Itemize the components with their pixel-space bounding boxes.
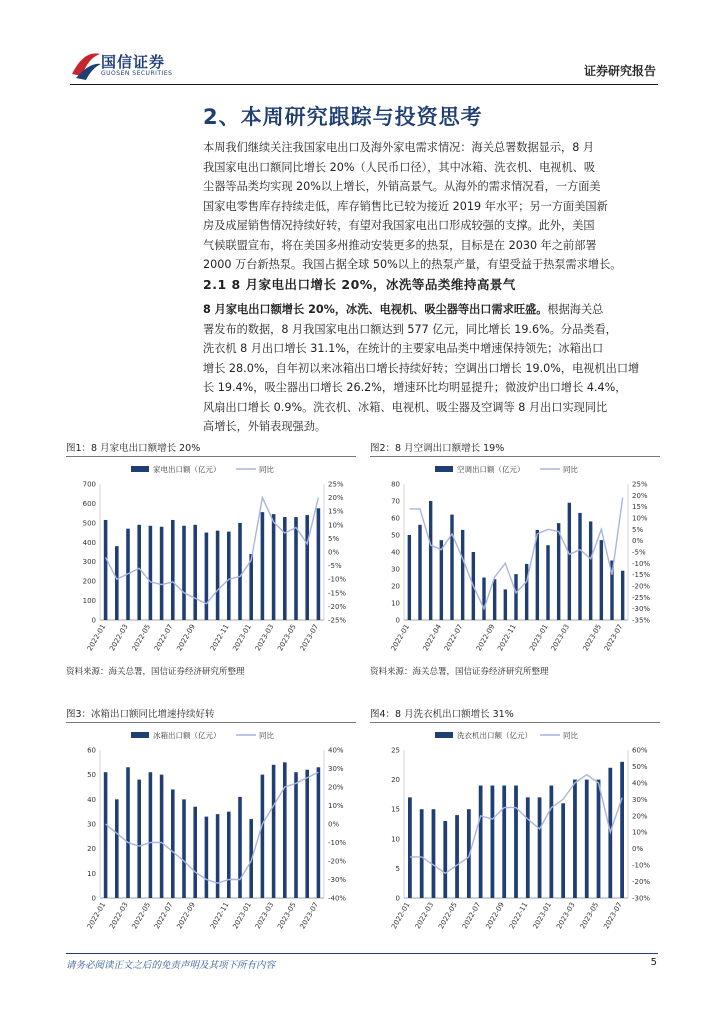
bar: [514, 574, 517, 620]
y-right-tick-label: -35%: [632, 616, 651, 625]
y-left-tick-label: 10: [87, 869, 96, 878]
bar: [502, 786, 506, 898]
figure-1-title: 图1：8 月家电出口额增长 20%: [66, 443, 201, 454]
bar: [115, 799, 119, 898]
figure-2-title: 图2：8 月空调出口额增长 19%: [370, 443, 505, 454]
x-tick-label: 2022-09: [484, 901, 506, 931]
y-right-tick-label: 20%: [632, 812, 648, 821]
body-line: 高增长，外销表现强劲。: [203, 420, 327, 433]
bar: [249, 554, 253, 620]
bar: [432, 809, 436, 898]
bar: [261, 775, 265, 898]
x-tick-label: 2022-07: [442, 623, 465, 653]
legend-line-label: 同比: [259, 465, 274, 474]
x-tick-label: 2023-07: [602, 623, 625, 653]
y-left-tick-label: 0: [395, 616, 400, 625]
bar: [482, 578, 485, 621]
figure-4-rule: [370, 722, 660, 723]
y-right-tick-label: 10%: [632, 828, 648, 837]
y-left-tick-label: 80: [391, 480, 400, 489]
x-tick-label: 2023-01: [531, 901, 554, 931]
bar: [585, 780, 589, 898]
bar: [261, 512, 265, 620]
x-tick-label: 2023-05: [276, 901, 298, 931]
footer-disclaimer: 请务必阅读正文之后的免责声明及其项下所有内容: [66, 960, 276, 971]
x-tick-label: 2022-03: [108, 901, 130, 931]
bar: [450, 515, 453, 620]
y-right-tick-label: 5%: [328, 534, 340, 543]
body-first-rest: 根据海关总: [547, 303, 604, 316]
intro-line: 尘器等品类均实现 20%以上增长，外销高景气。从海外的需求情况看，一方面美: [203, 180, 601, 193]
y-right-tick-label: 20%: [328, 494, 344, 503]
y-right-tick-label: -40%: [328, 894, 347, 903]
y-right-tick-label: 40%: [632, 779, 648, 788]
x-tick-label: 2023-03: [549, 623, 572, 653]
bar: [491, 786, 495, 898]
bar: [418, 525, 421, 620]
x-tick-label: 2022-07: [460, 901, 483, 931]
y-right-tick-label: -25%: [632, 593, 651, 602]
y-left-tick-label: 15: [391, 805, 400, 814]
y-right-tick-label: 0%: [632, 537, 644, 546]
x-tick-label: 2022-11: [496, 623, 518, 653]
y-left-tick-label: 40: [391, 548, 400, 557]
y-right-tick-label: 30%: [632, 795, 648, 804]
bar: [149, 772, 153, 898]
y-right-tick-label: 15%: [632, 503, 648, 512]
bar: [504, 589, 507, 620]
y-left-tick-label: 30: [391, 565, 400, 574]
y-left-tick-label: 0: [91, 894, 96, 903]
y-right-tick-label: -15%: [632, 571, 651, 580]
x-tick-label: 2022-01: [390, 901, 412, 931]
x-tick-label: 2022-05: [437, 901, 459, 931]
bar: [536, 530, 539, 620]
y-left-tick-label: 40: [87, 795, 96, 804]
body-line: 署发布的数据，8 月我国家电出口额达到 577 亿元，同比增长 19.6%。分品类看，: [203, 322, 617, 336]
y-right-tick-label: -5%: [632, 548, 646, 557]
bar: [205, 533, 209, 620]
figure-1-source: 资料来源：海关总署，国信证券经济研究所整理: [66, 667, 245, 677]
figure-3-title: 图3：冰箱出口额同比增速持续好转: [66, 709, 215, 720]
x-tick-label: 2022-01: [389, 623, 412, 653]
legend-line-label: 同比: [259, 731, 274, 740]
y-left-tick-label: 0: [395, 894, 400, 903]
legend-bar-label: 洗衣机出口额（亿元）: [457, 731, 532, 740]
bar: [104, 772, 108, 898]
bar: [193, 525, 197, 620]
y-left-tick-label: 600: [82, 499, 96, 508]
y-right-tick-label: 10%: [632, 514, 648, 523]
legend-bar-swatch: [131, 466, 149, 472]
y-left-tick-label: 10: [391, 835, 400, 844]
x-tick-label: 2023-07: [298, 901, 321, 931]
bar: [455, 815, 459, 898]
y-right-tick-label: -25%: [328, 616, 347, 625]
y-right-tick-label: -20%: [632, 878, 651, 887]
x-tick-label: 2023-05: [581, 623, 604, 653]
y-right-tick-label: 60%: [632, 746, 648, 755]
x-tick-label: 2022-01: [85, 623, 108, 653]
y-left-tick-label: 70: [391, 497, 400, 506]
body-line: 洗衣机 8 月出口增长 31.1%，在统计的主要家电品类中增速保持领先；冰箱出口: [203, 342, 604, 355]
bar: [171, 789, 175, 898]
figure-1-chart: [66, 460, 356, 660]
y-right-tick-label: -30%: [328, 876, 347, 884]
y-right-tick-label: 25%: [632, 480, 648, 489]
x-tick-label: 2023-07: [298, 623, 321, 653]
bar: [137, 525, 141, 620]
y-right-tick-label: -10%: [328, 575, 347, 584]
bar: [514, 786, 518, 898]
bar: [182, 526, 186, 620]
x-tick-label: 2023-03: [253, 623, 276, 653]
y-left-tick-label: 20: [87, 845, 96, 854]
x-tick-label: 2022-09: [474, 623, 497, 653]
section-title: 2、本周研究跟踪与投资思考: [203, 105, 483, 129]
y-left-tick-label: 10: [391, 599, 400, 608]
bar: [493, 579, 496, 620]
x-tick-label: 2022-05: [130, 623, 153, 653]
x-tick-label: 2023-07: [602, 901, 624, 931]
bar: [115, 546, 119, 620]
body-line: [203, 300, 658, 320]
x-tick-label: 2023-05: [578, 901, 601, 931]
x-tick-label: 2023-05: [276, 623, 298, 653]
figure-2-rule: [370, 456, 660, 457]
bar: [205, 817, 209, 898]
y-right-tick-label: 25%: [328, 480, 344, 489]
intro-line: 气候联盟宣布，将在美国多州推动安装更多的热泵，目标是在 2030 年之前部署: [203, 238, 597, 252]
y-right-tick-label: 5%: [632, 525, 644, 534]
bar: [597, 780, 601, 898]
x-tick-label: 2022-11: [507, 901, 530, 931]
figure-2-source: 资料来源：海关总署，国信证券经济研究所整理: [370, 667, 549, 677]
bar: [238, 797, 242, 898]
x-tick-label: 2023-01: [528, 623, 550, 653]
bar: [182, 799, 186, 898]
page-number: 5: [650, 957, 657, 968]
x-tick-label: 2022-01: [85, 901, 108, 931]
bar: [104, 520, 108, 620]
bar: [408, 535, 411, 620]
bar: [294, 772, 298, 898]
y-left-tick-label: 700: [82, 480, 96, 489]
y-left-tick-label: 50: [87, 771, 96, 780]
report-type: 证券研究报告: [583, 64, 656, 78]
x-tick-label: 2022-03: [413, 901, 436, 931]
y-right-tick-label: 50%: [632, 762, 648, 771]
y-right-tick-label: 10%: [328, 802, 344, 810]
legend-line-label: 同比: [563, 465, 578, 474]
y-right-tick-label: 30%: [328, 765, 344, 773]
y-right-tick-label: -5%: [328, 562, 342, 571]
bar: [546, 545, 549, 620]
intro-line: 2000 万台新热泵。我国占据全球 50%以上的热泵产量，有望受益于热泵需求增长。: [203, 258, 622, 271]
x-tick-label: 2023-01: [231, 623, 253, 653]
y-left-tick-label: 50: [391, 531, 400, 540]
bar: [538, 797, 542, 898]
bar: [238, 523, 242, 620]
x-tick-label: 2023-03: [253, 901, 276, 931]
bar: [283, 762, 287, 898]
figure-1-rule: [66, 456, 356, 457]
brand-name: 国信证券: [101, 53, 166, 71]
x-tick-label: 2022-03: [108, 623, 130, 653]
bar: [557, 523, 560, 620]
y-left-tick-label: 25: [391, 746, 400, 755]
bar: [216, 814, 220, 898]
y-left-tick-label: 400: [82, 538, 96, 547]
body-paragraph: [203, 300, 658, 437]
bar: [317, 508, 321, 620]
brand-name-en: GUOSEN SECURITIES: [101, 70, 173, 77]
bar: [149, 526, 153, 620]
figure-3-rule: [66, 722, 356, 723]
figure-4-chart: [370, 726, 660, 938]
intro-paragraph: [203, 138, 658, 275]
bar: [272, 514, 276, 620]
y-left-tick-label: 60: [391, 514, 400, 523]
y-right-tick-label: 0%: [328, 548, 340, 557]
bar: [171, 520, 175, 620]
y-right-tick-label: 20%: [328, 783, 344, 792]
body-highlight: 8 月家电出口额增长 20%，冰洗、电视机、吸尘器等出口需求旺盛。: [203, 303, 548, 316]
body-line: 增长 28.0%，自年初以来冰箱出口增长持续好转；空调出口增长 19.0%，电视机出口增: [203, 361, 640, 375]
x-tick-label: 2022-07: [152, 623, 175, 653]
y-right-tick-label: 0%: [328, 820, 340, 829]
x-tick-label: 2022-11: [208, 901, 231, 931]
bar: [160, 527, 164, 620]
bar: [429, 501, 432, 620]
y-right-tick-label: -10%: [632, 861, 651, 870]
logo-mark-icon: [70, 48, 102, 82]
bar: [600, 540, 603, 620]
bar: [160, 775, 164, 898]
y-right-tick-label: -10%: [328, 839, 347, 847]
intro-line: 国家电零售库存持续走低，库存销售比已较为接近 2019 年水平；另一方面美国新: [203, 199, 608, 213]
bar: [549, 786, 553, 898]
y-left-tick-label: 500: [82, 519, 96, 528]
y-left-tick-label: 20: [391, 582, 400, 591]
x-tick-label: 2022-11: [208, 623, 231, 653]
subsection-title: 2.1 8 月家电出口增长 20%，冰洗等品类维持高景气: [203, 277, 516, 292]
bar: [440, 540, 443, 620]
bar: [589, 521, 592, 620]
figure-4-title: 图4：8 月洗衣机出口额增长 31%: [370, 709, 514, 720]
bar: [408, 797, 412, 898]
x-tick-label: 2022-04: [421, 623, 444, 653]
y-left-tick-label: 200: [82, 577, 96, 586]
figure-3-chart: [66, 726, 356, 938]
y-right-tick-label: 10%: [328, 521, 344, 530]
legend-bar-swatch: [435, 466, 453, 472]
bar: [479, 786, 483, 898]
y-right-tick-label: 15%: [328, 507, 344, 516]
bar: [420, 809, 424, 898]
bar: [461, 530, 464, 620]
footer-divider: [66, 953, 658, 954]
bar: [526, 797, 530, 898]
y-left-tick-label: 100: [82, 597, 96, 606]
body-line: 风扇出口增长 0.9%。洗衣机、冰箱、电视机、吸尘器及空调等 8 月出口实现同比: [203, 400, 608, 414]
header-divider: [70, 84, 658, 85]
bar: [227, 532, 231, 620]
bar: [317, 767, 321, 898]
y-right-tick-label: -30%: [632, 605, 651, 614]
bar: [568, 503, 571, 620]
y-left-tick-label: 60: [87, 746, 96, 755]
x-tick-label: 2023-01: [231, 901, 253, 931]
y-right-tick-label: -20%: [328, 602, 347, 611]
y-right-tick-label: -20%: [328, 857, 347, 866]
bar: [216, 531, 220, 620]
bar: [578, 513, 581, 620]
y-right-tick-label: -15%: [328, 589, 347, 598]
bar: [443, 821, 447, 898]
bar: [621, 571, 624, 620]
y-right-tick-label: 20%: [632, 491, 648, 500]
figure-2-chart: [370, 460, 660, 660]
y-left-tick-label: 0: [91, 616, 96, 625]
bar: [305, 770, 309, 898]
bar: [525, 564, 528, 620]
legend-bar-label: 空调出口额（亿元）: [457, 465, 525, 474]
bar: [305, 515, 309, 620]
legend-bar-swatch: [131, 732, 149, 738]
x-tick-label: 2022-07: [152, 901, 175, 931]
y-left-tick-label: 300: [82, 558, 96, 567]
bar: [573, 780, 577, 898]
bar: [272, 765, 276, 898]
x-tick-label: 2022-09: [175, 623, 197, 653]
y-left-tick-label: 20: [391, 776, 400, 785]
legend-bar-swatch: [435, 732, 453, 738]
bar: [227, 812, 231, 898]
x-tick-label: 2023-03: [555, 901, 577, 931]
bar: [294, 517, 298, 620]
body-line: 长 19.4%，吸尘器出口增长 26.2%，增速环比均明显提升；微波炉出口增长 4.4%，: [203, 381, 627, 394]
y-left-tick-label: 5: [395, 864, 400, 873]
y-left-tick-label: 30: [87, 820, 96, 829]
x-tick-label: 2022-05: [130, 901, 153, 931]
y-right-tick-label: -30%: [632, 894, 651, 903]
intro-line: 本周我们继续关注我国家电出口及海外家电需求情况：海关总署数据显示，8 月: [203, 141, 595, 154]
y-right-tick-label: 40%: [328, 746, 344, 755]
y-right-tick-label: -20%: [632, 582, 651, 591]
bar: [620, 762, 624, 898]
y-right-tick-label: 0%: [632, 845, 644, 854]
x-tick-label: 2022-09: [175, 901, 197, 931]
legend-bar-label: 家电出口额（亿元）: [153, 465, 221, 474]
bar: [126, 767, 130, 898]
legend-bar-label: 冰箱出口额（亿元）: [153, 731, 221, 740]
bar: [561, 803, 565, 898]
bar: [193, 807, 197, 898]
y-right-tick-label: -10%: [632, 559, 651, 568]
intro-line: 房及成屋销售情况持续好转，有望对我国家电出口形成较强的支撑。此外，美国: [203, 219, 595, 232]
intro-line: 我国家电出口额同比增长 20%（人民币口径），其中冰箱、洗衣机、电视机、吸: [203, 160, 596, 174]
legend-line-label: 同比: [563, 731, 578, 740]
bar: [137, 780, 141, 898]
